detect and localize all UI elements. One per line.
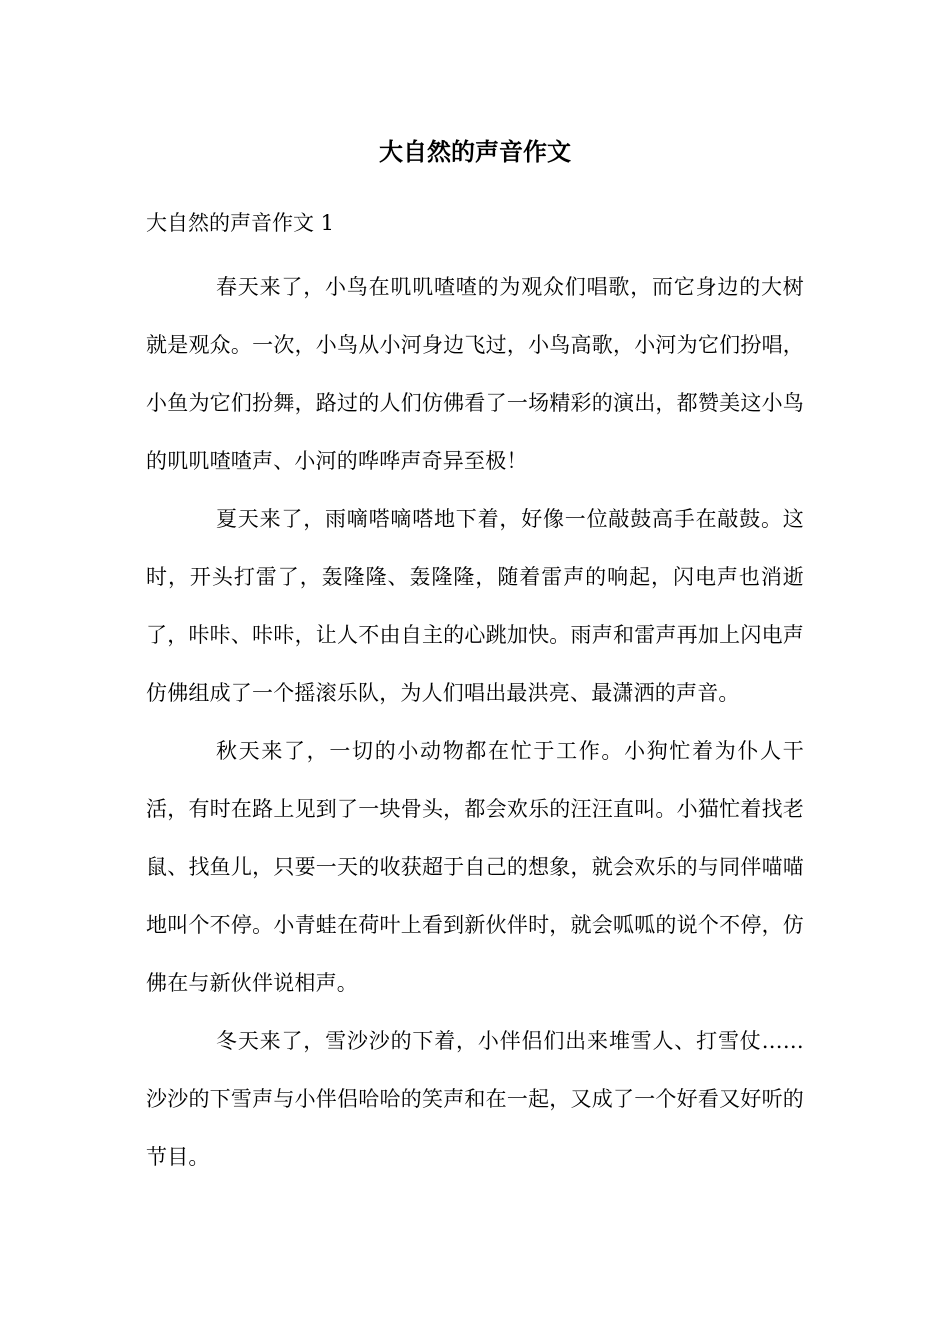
paragraph-autumn: 秋天来了，一切的小动物都在忙于工作。小狗忙着为仆人干活，有时在路上见到了一块骨头，都会欢乐的汪汪直叫。小猫忙着找老鼠、找鱼儿，只要一天的收获超于自己的想象，就会欢乐的与同伴喵喵地叫个不停。小青蛙在荷叶上看到新伙伴时，就会呱呱的说个不停，仿佛在与新伙伴说相声。 — [146, 739, 804, 995]
essay-body — [146, 258, 804, 1186]
paragraph-summer: 夏天来了，雨嘀嗒嘀嗒地下着，好像一位敲鼓高手在敲鼓。这时，开头打雷了，轰隆隆、轰隆隆，随着雷声的响起，闪电声也消逝了，咔咔、咔咔，让人不由自主的心跳加快。雨声和雷声再加上闪电声仿佛组成了一个摇滚乐队，为人们唱出最洪亮、最潇洒的声音。 — [146, 507, 804, 705]
section-heading: 大自然的声音作文 1 — [146, 211, 335, 235]
paragraph-spring: 春天来了，小鸟在叽叽喳喳的为观众们唱歌，而它身边的大树就是观众。一次，小鸟从小河身边飞过，小鸟高歌，小河为它们扮唱，小鱼为它们扮舞，路过的人们仿佛看了一场精彩的演出，都赞美这小鸟的叽叽喳喳声、小河的哗哗声奇异至极！ — [146, 275, 804, 473]
page-title: 大自然的声音作文 — [379, 137, 571, 166]
paragraph-winter: 冬天来了，雪沙沙的下着，小伴侣们出来堆雪人、打雪仗……沙沙的下雪声与小伴侣哈哈的笑声和在一起，又成了一个好看又好听的节目。 — [146, 1029, 804, 1169]
